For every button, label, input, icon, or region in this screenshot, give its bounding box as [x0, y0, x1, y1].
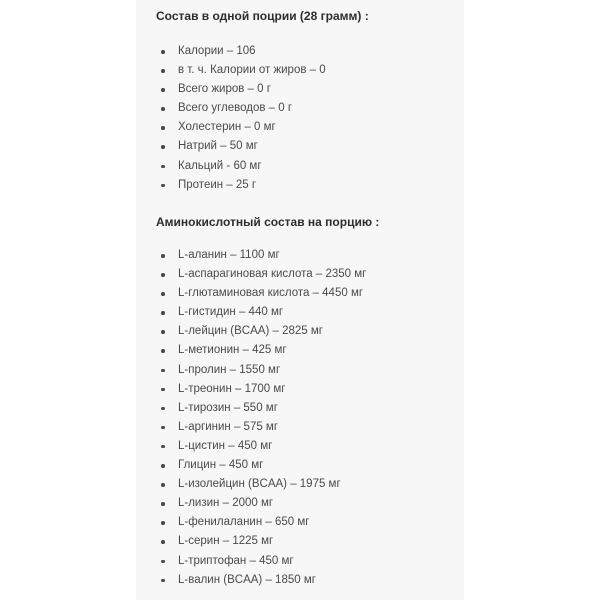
bullet-icon	[161, 292, 165, 296]
list-item-text: L-фенилаланин – 650 мг	[178, 516, 310, 529]
list-item-text: Глицин – 450 мг	[178, 459, 264, 472]
list-item-text: L-лейцин (BCAA) – 2825 мг	[178, 325, 323, 338]
list-item	[156, 157, 326, 176]
bullet-icon	[161, 126, 165, 130]
bullet-icon	[161, 145, 165, 149]
list-item-text: L-аспарагиновая кислота – 2350 мг	[178, 268, 367, 281]
list-item-text: L-тирозин – 550 мг	[178, 401, 278, 414]
list-item	[156, 284, 366, 303]
list-item-text: Калории – 106	[178, 45, 256, 57]
list-item	[156, 475, 366, 494]
list-item-text: L-изолейцин (BCAA) – 1975 мг	[178, 478, 341, 491]
list-item	[156, 380, 366, 399]
list-item	[156, 494, 366, 513]
list-item	[156, 303, 366, 322]
bullet-icon	[161, 88, 165, 92]
bullet-icon	[161, 560, 165, 564]
bullet-icon	[161, 369, 165, 373]
amino-heading: Аминокислотный состав на порцию :	[156, 215, 380, 229]
list-item	[156, 265, 366, 284]
bullet-icon	[161, 107, 165, 111]
list-item	[156, 176, 326, 195]
list-item-text: Всего жиров – 0 г	[178, 83, 271, 96]
list-item-text: L-аргинин – 575 мг	[178, 420, 279, 433]
bullet-icon	[161, 184, 165, 188]
list-item	[156, 552, 366, 571]
list-item	[156, 399, 366, 418]
list-item	[156, 61, 326, 80]
bullet-icon	[161, 69, 165, 73]
list-item	[156, 42, 326, 61]
list-item-text: Натрий – 50 мг	[178, 140, 258, 153]
list-item	[156, 571, 366, 590]
list-item-text: L-аланин – 1100 мг	[178, 249, 280, 261]
list-item-text: L-серин – 1225 мг	[178, 535, 274, 548]
list-item	[156, 437, 366, 456]
nutrition-heading: Состав в одной поцрии (28 грамм) :	[156, 9, 369, 23]
bullet-icon	[161, 165, 165, 169]
list-item-text: L-триптофан – 450 мг	[178, 554, 294, 567]
list-item-text: L-валин (BCAA) – 1850 мг	[178, 573, 316, 586]
bullet-icon	[161, 311, 165, 315]
bullet-icon	[161, 349, 165, 353]
list-item-text: Всего углеводов – 0 г	[178, 102, 293, 115]
list-item-text: Кальций - 60 мг	[178, 159, 262, 172]
list-item-text: L-метионин – 425 мг	[178, 344, 287, 357]
bullet-icon	[161, 330, 165, 334]
amino-list	[156, 246, 366, 590]
list-item	[156, 80, 326, 99]
bullet-icon	[161, 254, 165, 258]
list-item	[156, 246, 366, 265]
bullet-icon	[161, 50, 165, 54]
list-item-text: L-пролин – 1550 мг	[178, 363, 281, 376]
list-item-text: Протеин – 25 г	[178, 178, 257, 191]
list-item	[156, 456, 366, 475]
list-item	[156, 513, 366, 532]
bullet-icon	[161, 540, 165, 544]
list-item	[156, 322, 366, 341]
list-item-text: L-треонин – 1700 мг	[178, 382, 286, 395]
bullet-icon	[161, 502, 165, 506]
bullet-icon	[161, 483, 165, 487]
list-item-text: Холестерин – 0 мг	[178, 121, 276, 134]
list-item-text: в т. ч. Калории от жиров – 0	[178, 64, 326, 77]
list-item-text: L-лизин – 2000 мг	[178, 497, 274, 510]
bullet-icon	[161, 464, 165, 468]
list-item	[156, 137, 326, 156]
bullet-icon	[161, 388, 165, 392]
list-item-text: L-глютаминовая кислота – 4450 мг	[178, 287, 364, 300]
list-item-text: L-гистидин – 440 мг	[178, 306, 284, 319]
list-item	[156, 341, 366, 360]
bullet-icon	[161, 445, 165, 449]
list-item	[156, 99, 326, 118]
bullet-icon	[161, 273, 165, 277]
list-item	[156, 532, 366, 551]
bullet-icon	[161, 579, 165, 583]
list-item	[156, 361, 366, 380]
list-item-text: L-цистин – 450 мг	[178, 439, 273, 452]
bullet-icon	[161, 521, 165, 525]
list-item	[156, 418, 366, 437]
bullet-icon	[161, 407, 165, 411]
list-item	[156, 118, 326, 137]
bullet-icon	[161, 426, 165, 430]
nutrition-list	[156, 42, 326, 195]
